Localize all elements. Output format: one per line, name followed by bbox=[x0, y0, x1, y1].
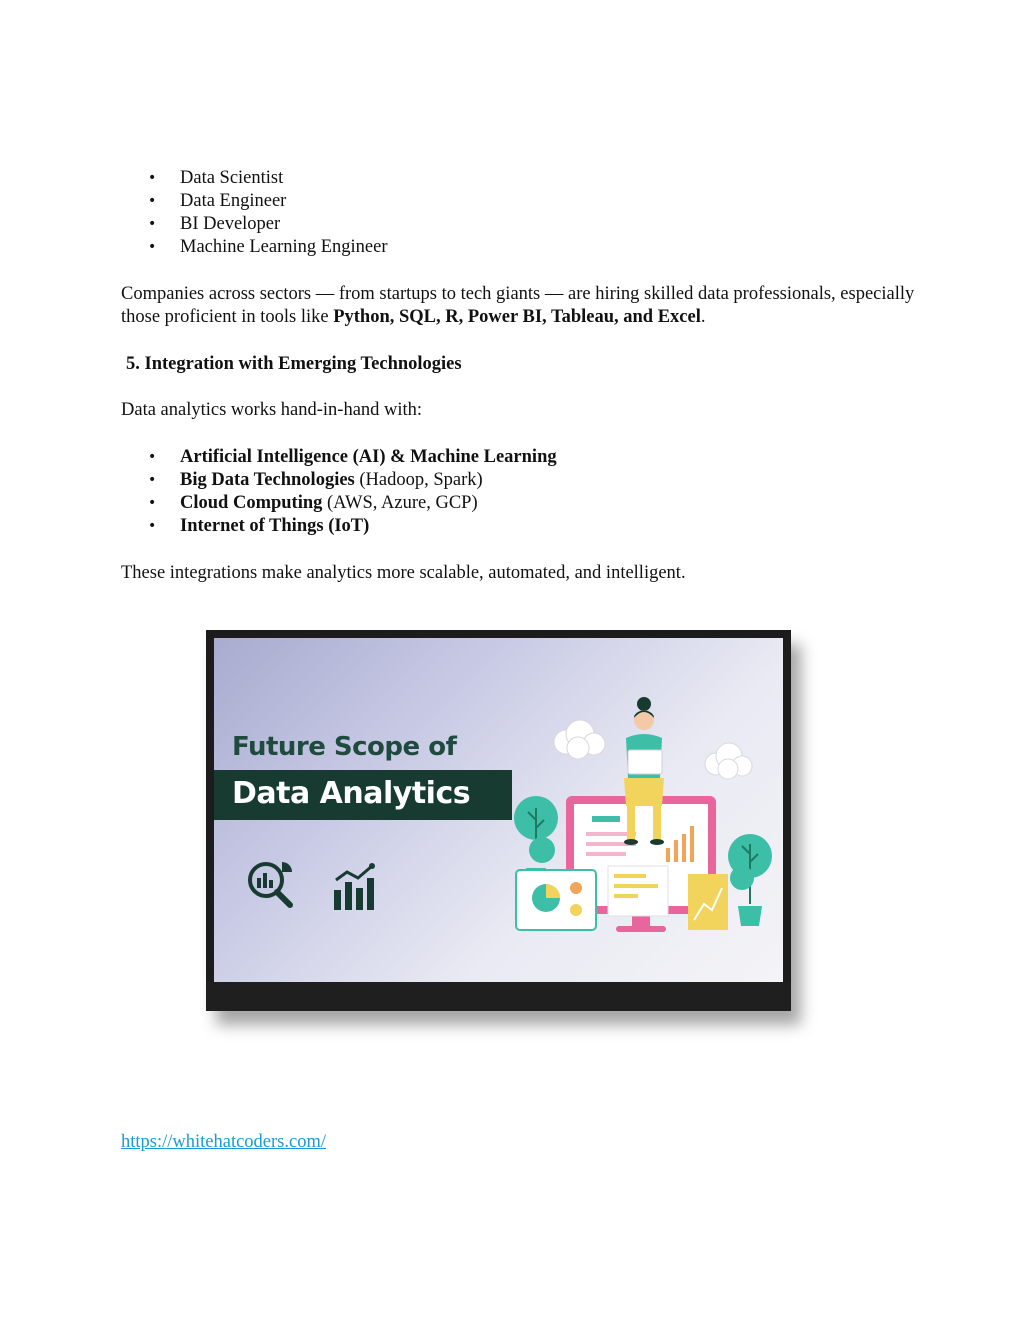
tech-detail: (AWS, Azure, GCP) bbox=[322, 493, 478, 513]
cloud-left bbox=[554, 720, 605, 759]
list-item bbox=[121, 446, 557, 469]
tools-bold: Python, SQL, R, Power BI, Tableau, and Excel bbox=[333, 307, 701, 327]
tech-list bbox=[121, 446, 557, 538]
tech-name: Big Data Technologies bbox=[180, 470, 355, 490]
magnifier-chart-icon bbox=[250, 862, 292, 905]
section-heading: 5. Integration with Emerging Technologies bbox=[126, 354, 462, 374]
tech-name: Artificial Intelligence (AI) & Machine Learning bbox=[180, 447, 557, 467]
list-item bbox=[121, 469, 557, 492]
companies-paragraph bbox=[121, 283, 921, 329]
paragraph-end: . bbox=[700, 307, 706, 327]
list-item bbox=[121, 492, 557, 515]
tech-detail: (Hadoop, Spark) bbox=[354, 470, 483, 490]
list-item bbox=[121, 515, 557, 538]
plant-right bbox=[728, 834, 772, 926]
roles-list bbox=[121, 167, 388, 259]
paragraph-text: Companies across sectors — from startups to tech giants — are hiring skilled data professionals, especially those proficient in tools like bbox=[121, 284, 915, 327]
cloud-right bbox=[705, 743, 752, 779]
banner-title-line1: Future Scope of bbox=[232, 732, 457, 762]
chart-card-right bbox=[688, 874, 728, 930]
conclusion-text: These integrations make analytics more scalable, automated, and intelligent. bbox=[121, 563, 686, 583]
tech-name: Cloud Computing bbox=[180, 493, 323, 513]
list-item: • Machine Learning Engineer bbox=[121, 236, 388, 259]
chart-card-left bbox=[516, 870, 596, 930]
bar-chart-icon bbox=[334, 863, 375, 910]
document-card bbox=[608, 866, 668, 916]
banner-title-line2: Data Analytics bbox=[232, 776, 471, 811]
banner-canvas bbox=[214, 638, 783, 982]
tech-name: Internet of Things (IoT) bbox=[180, 516, 370, 536]
banner-illustration bbox=[214, 638, 783, 982]
website-link[interactable]: https://whitehatcoders.com/ bbox=[121, 1132, 326, 1152]
list-item: • Data Scientist bbox=[121, 167, 388, 190]
banner-image bbox=[206, 630, 791, 1011]
intro-text: Data analytics works hand-in-hand with: bbox=[121, 400, 423, 420]
list-item: • Data Engineer bbox=[121, 190, 388, 213]
banner-bottom-bar bbox=[206, 982, 791, 1011]
list-item: • BI Developer bbox=[121, 213, 388, 236]
